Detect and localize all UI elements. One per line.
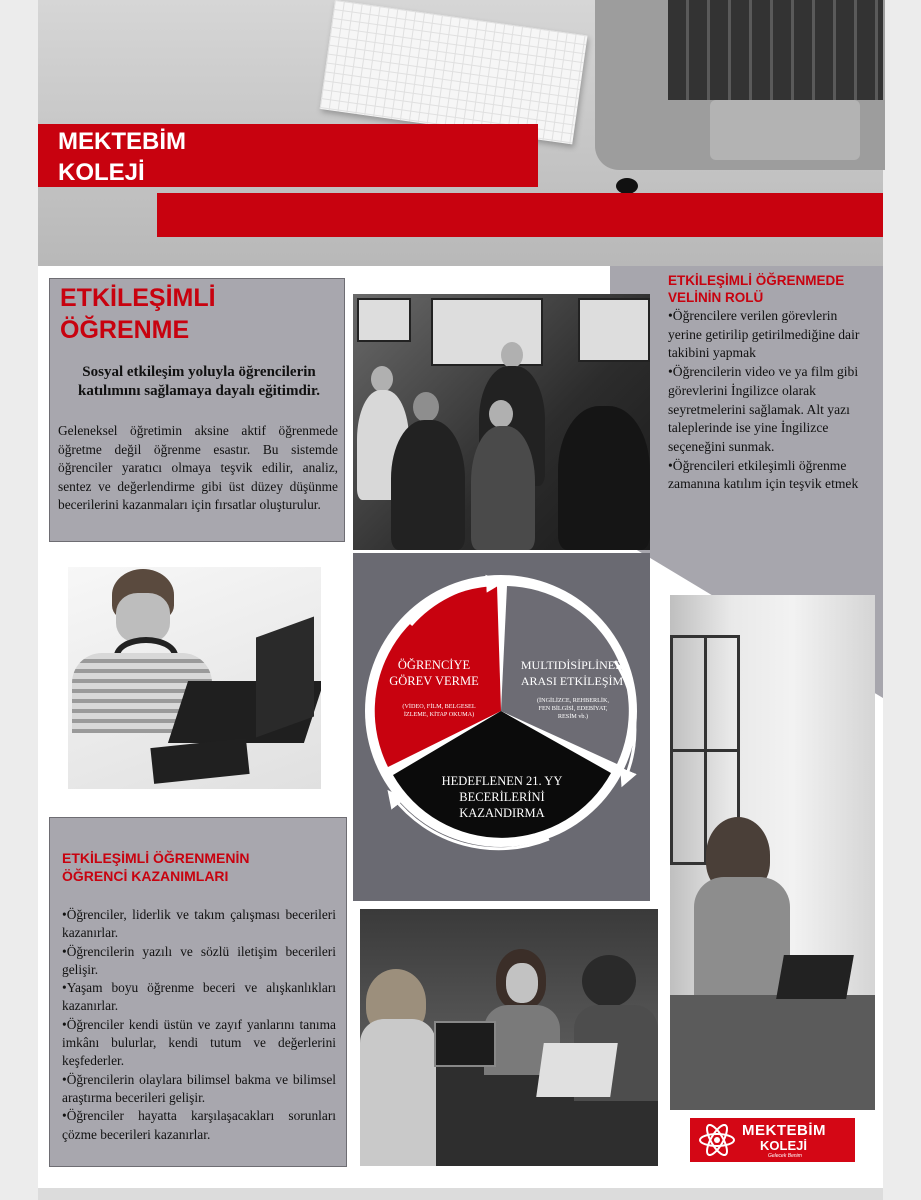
cycle-diagram — [353, 553, 650, 901]
person-figure — [360, 1019, 436, 1166]
person-head — [413, 392, 439, 422]
laptop-screen — [256, 616, 314, 737]
parent-role-list — [668, 307, 873, 494]
laptop — [434, 1021, 496, 1067]
person-head — [371, 366, 393, 392]
list-item: •Öğrenciler kendi üstün ve zayıf yanlarını tanıma imkânı bulurlar, kendi tutum ve değerlerini keşfederler. — [62, 1016, 336, 1069]
person-head — [501, 342, 523, 368]
cafe-students-photo — [360, 909, 658, 1166]
interactive-learning-title: ETKİLEŞİMLİ ÖĞRENME — [60, 284, 216, 344]
wall-art — [578, 298, 650, 362]
person-figure — [558, 406, 650, 550]
student-gains-list — [62, 906, 336, 1144]
segment-task-title: ÖĞRENCİYE GÖREV VERME — [389, 658, 479, 688]
segment-multi-title: MULTIDİSİPLİNER ARASI ETKİLEŞİM — [520, 658, 624, 688]
bottom-strip — [38, 1188, 883, 1200]
boy-laptop-photo — [68, 567, 321, 789]
classroom-photo — [353, 294, 650, 550]
list-item: •Öğrencilerin olaylara bilimsel bakma ve bilimsel araştırma becerileri gelişir. — [62, 1071, 336, 1105]
logo-tagline: Gelecek Benim — [768, 1153, 802, 1159]
boy-face — [116, 593, 170, 643]
person-figure — [391, 420, 465, 550]
interactive-learning-subtitle: Sosyal etkileşim yoluyla öğrencilerin katılımını sağlamaya dayalı eğitimdir. — [78, 364, 320, 399]
list-item: •Öğrencilerin yazılı ve sözlü iletişim becerileri gelişir. — [62, 943, 336, 977]
mektebim-logo — [690, 1118, 855, 1162]
wall-art — [357, 298, 411, 342]
brand-name: MEKTEBİM KOLEJİ — [58, 128, 186, 186]
list-item: •Öğrencilerin video ve ya film gibi görevlerini İngilizce olarak seyretmelerini sağlamak. Alt yazı taleplerinde ise yine İngilizce seçeneğini sunmak. — [668, 364, 859, 454]
laptop-keyboard-image — [668, 0, 883, 100]
atom-logo-icon — [698, 1124, 736, 1156]
laptop-touchpad-image — [710, 100, 860, 160]
woman-figure — [694, 877, 790, 1007]
person-figure — [471, 426, 535, 550]
table — [670, 995, 875, 1110]
parent-role-title: ETKİLEŞİMLİ ÖĞRENMEDE VELİNİN ROLÜ — [668, 273, 845, 305]
list-item: •Öğrenciler hayatta karşılaşacakları sorunları çözme becerileri kazanırlar. — [62, 1108, 336, 1142]
tablet — [150, 738, 249, 784]
list-item: •Öğrencilere verilen görevlerin yerine getirilip getirilmediğine dair takibini yapmak — [668, 308, 860, 361]
window-woman-photo — [670, 595, 875, 1110]
laptop — [536, 1043, 618, 1097]
list-item: •Yaşam boyu öğrenme beceri ve alışkanlıkları kazanırlar. — [62, 980, 336, 1014]
mouse-image — [616, 178, 638, 194]
laptop — [776, 955, 854, 999]
list-item: •Öğrenciler, liderlik ve takım çalışması becerileri kazanırlar. — [62, 907, 336, 941]
interactive-learning-paragraph: Geleneksel öğretimin aksine aktif öğrenmede öğretme değil öğrenme esastır. Bu sistemde öğrenciler yaratıcı olmaya teşvik edilir, analiz, sentez ve değerlendirme gibi üst düzey düşünme becerilerini kazanmaları için fırsatlar oluşturulur. — [58, 423, 338, 512]
person-face — [506, 963, 538, 1003]
logo-line1: MEKTEBİM — [742, 1122, 826, 1139]
segment-skills-title: HEDEFLENEN 21. YY BECERİLERİNİ KAZANDIRMA — [441, 774, 563, 820]
logo-line2: KOLEJİ — [760, 1138, 807, 1153]
decor-red-band — [157, 193, 883, 237]
wall-art — [431, 298, 543, 366]
segment-task-note: (VİDEO, FİLM, BELGESEL İZLEME, KİTAP OKUMA) — [402, 703, 476, 718]
cycle-diagram-panel — [353, 553, 650, 901]
list-item: •Öğrencileri etkileşimli öğrenme zamanına katılım için teşvik etmek — [668, 457, 859, 492]
student-gains-title: ETKİLEŞİMLİ ÖĞRENMENİN ÖĞRENCİ KAZANIMLARI — [62, 850, 250, 884]
segment-multi-note: (İNGİLİZCE, REHBERLİK, FEN BİLGİSİ, EDEBİYAT, RESİM vb.) — [536, 697, 609, 720]
person-hair — [582, 955, 636, 1007]
person-head — [489, 400, 513, 428]
